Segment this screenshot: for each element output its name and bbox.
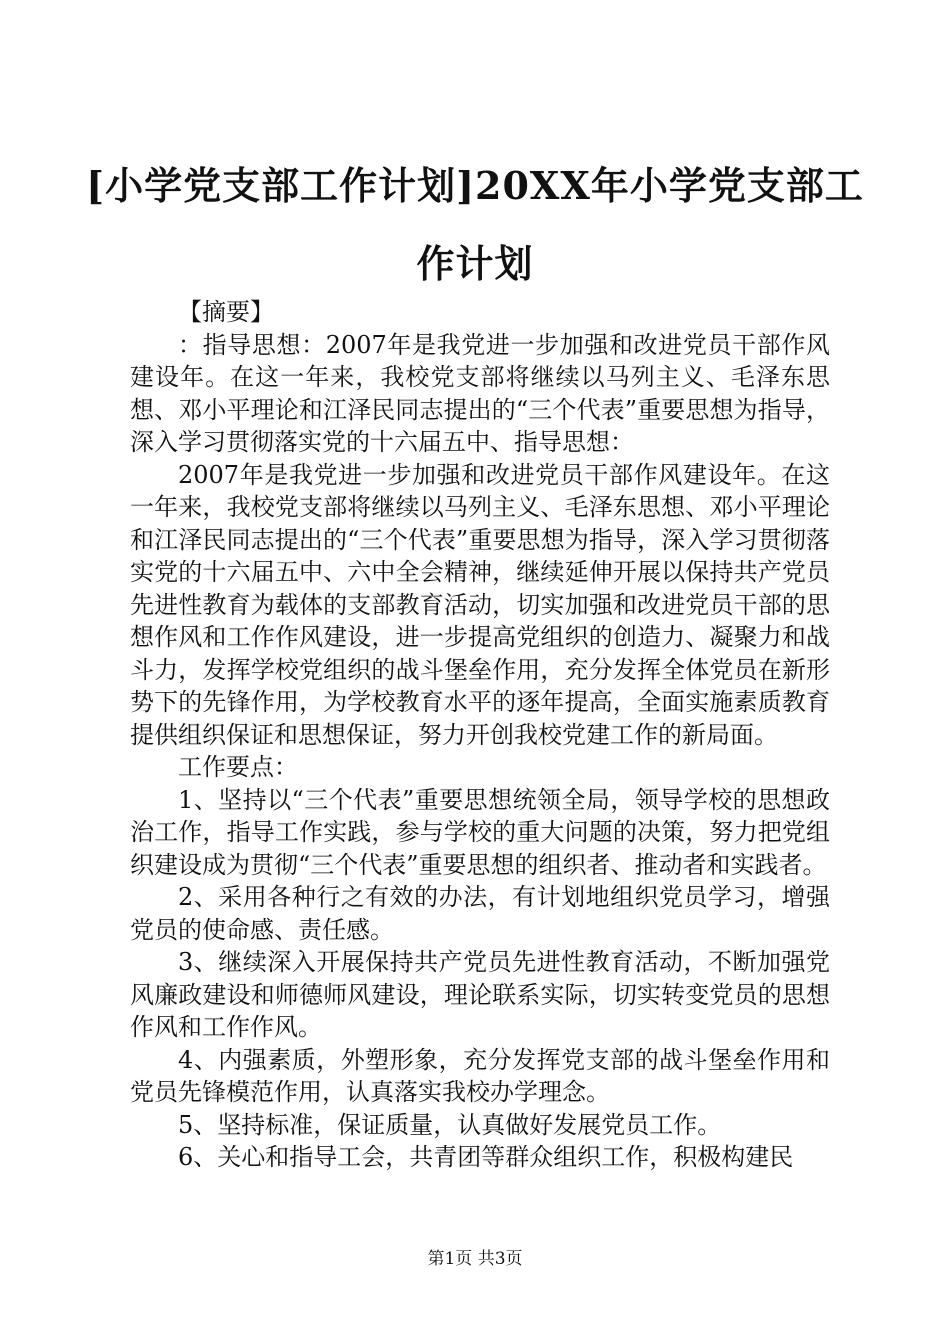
work-point-6: 6、关心和指导工会，共青团等群众组织工作，积极构建民 xyxy=(178,1143,794,1171)
abstract-heading: 【摘要】 xyxy=(178,298,274,326)
page-number-footer: 第1页 共3页 xyxy=(427,1249,523,1269)
abstract-paragraph: ：指导思想：2007年是我党进一步加强和改进党员干部作风建设年。在这一年来，我校党支部将继续以马列主义、毛泽东思想、邓小平理论和江泽民同志提出的“三个代表”重要思想为指导，深入学习贯彻落实党的十六届五中、指导思想： xyxy=(130,330,830,456)
work-points-heading: 工作要点： xyxy=(178,753,298,781)
document-title-line-2: 作计划 xyxy=(416,241,534,286)
work-point-4: 4、内强素质，外塑形象，充分发挥党支部的战斗堡垒作用和党员先锋模范作用，认真落实我校办学理念。 xyxy=(130,1045,830,1106)
work-point-1: 1、坚持以“三个代表”重要思想统领全局，领导学校的思想政治工作，指导工作实践，参与学校的重大问题的决策，努力把党组织建设成为贯彻“三个代表”重要思想的组织者、推动者和实践者。 xyxy=(130,785,830,879)
guiding-thought-paragraph: 2007年是我党进一步加强和改进党员干部作风建设年。在这一年来，我校党支部将继续以马列主义、毛泽东思想、邓小平理论和江泽民同志提出的“三个代表”重要思想为指导，深入学习贯彻落实党的十六届五中、六中全会精神，继续延伸开展以保持共产党员先进性教育为载体的支部教育活动，切实加强和改进党员干部的思想作风和工作作风建设，进一步提高党组织的创造力、凝聚力和战斗力，发挥学校党组织的战斗堡垒作用，充分发挥全体党员在新形势下的先锋作用，为学校教育水平的逐年提高，全面实施素质教育提供组织保证和思想保证，努力开创我校党建工作的新局面。 xyxy=(130,460,830,749)
work-point-2: 2、采用各种行之有效的办法，有计划地组织党员学习，增强党员的使命感、责任感。 xyxy=(130,883,830,944)
document-title-line-1: [小学党支部工作计划]20XX年小学党支部工 xyxy=(86,163,864,208)
work-point-5: 5、坚持标准，保证质量，认真做好发展党员工作。 xyxy=(178,1110,722,1139)
work-point-3: 3、继续深入开展保持共产党员先进性教育活动，不断加强党风廉政建设和师德师风建设，理论联系实际，切实转变党员的思想作风和工作作风。 xyxy=(130,948,830,1041)
document-body xyxy=(130,296,830,1174)
